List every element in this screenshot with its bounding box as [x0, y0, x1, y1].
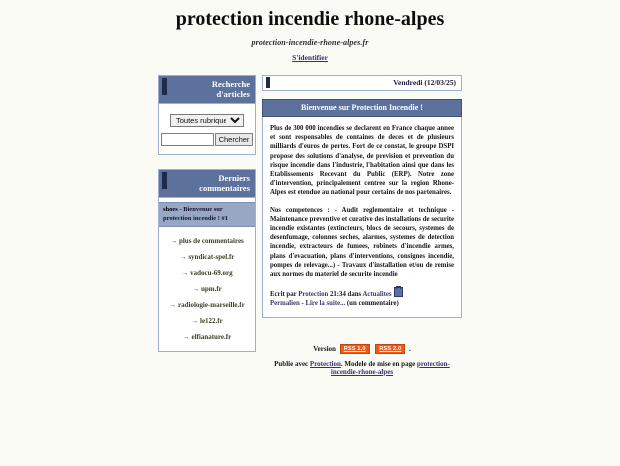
comments-heading-line1: Derniers	[218, 173, 250, 183]
masthead	[0, 0, 620, 65]
footer	[262, 344, 462, 376]
comments-heading-line2: commentaires	[199, 183, 250, 193]
search-body	[159, 104, 255, 148]
search-block	[158, 75, 256, 155]
published-with-label: Publie avec	[274, 359, 309, 368]
published-with-link[interactable]: Protection	[309, 359, 341, 368]
comments-block-heading	[159, 170, 255, 198]
sidebar-link-upm[interactable]: → upm.fr	[192, 285, 222, 293]
search-row	[165, 133, 249, 146]
comment-author: shoes	[163, 206, 178, 213]
search-block-heading	[159, 76, 255, 104]
rss-2-0-badge[interactable]: RSS 2.0	[375, 344, 405, 354]
meta-author-link[interactable]: Protection	[298, 291, 329, 299]
post-paragraph: Plus de 300 000 incendies se declarent en France chaque annee et sont responsables de containes de deces et de plusieurs milliards d'euros de pertes. Fort de ce constat, le groupe DSPI propose des solutions d'analyse, de prevision et prevention du risque incendie dans l'industrie, l'habitation ainsi que dans les Etablissements Recevant du Public (ERP). Notre zone d'intervention, principalement centree sur la region Rhone-Alpes est etendue au national pour certains de nos partenaires.	[270, 125, 454, 197]
footer-trailing-dot: .	[408, 344, 411, 353]
page-title: protection incendie rhone-alpes	[175, 8, 445, 30]
post-body	[262, 117, 462, 318]
comments-block	[158, 169, 256, 352]
meta-category-link[interactable]: Actualites	[362, 291, 392, 299]
footer-version-row	[262, 344, 462, 354]
rss-1-0-badge[interactable]: RSS 1.0	[340, 344, 370, 354]
site-subtitle: protection-incendie-rhone-alpes.fr	[251, 38, 369, 47]
sidebar-link-vadocu-69[interactable]: → vadocu-69.org	[181, 269, 233, 277]
search-input[interactable]	[161, 133, 214, 146]
search-heading-line2: d'articles	[216, 89, 250, 99]
comment-text: - Bienvenue sur protection incendie ! #1	[163, 206, 229, 222]
meta-comments-count: (un commentaire)	[346, 300, 399, 308]
meta-permalink-link[interactable]: Permalien	[270, 300, 300, 308]
date-tab-icon	[266, 77, 270, 88]
footer-credits-row	[262, 360, 462, 376]
search-button[interactable]: Chercher	[215, 133, 254, 146]
version-label: Version	[313, 344, 336, 353]
post-meta	[270, 287, 454, 308]
template-link[interactable]: protection-incendie-rhone-alpes	[330, 359, 450, 376]
comment-bubble-icon	[394, 287, 403, 297]
sidebar-links	[159, 227, 255, 345]
date-bar	[262, 75, 462, 91]
heading-tab-icon	[162, 172, 167, 189]
post-title: Bienvenue sur Protection Incendie !	[262, 99, 462, 117]
sidebar-link-le122[interactable]: → le122.fr	[191, 317, 223, 325]
meta-author-prefix: Ecrit par	[270, 291, 297, 299]
post	[262, 99, 462, 318]
sidebar-link-elfianature[interactable]: → elfianature.fr	[182, 333, 232, 341]
sidebar-link-radiologie-marseille[interactable]: → radiologie-marseille.fr	[169, 301, 245, 309]
meta-readmore-link[interactable]: Lire la suite...	[305, 300, 346, 308]
meta-separator: -	[301, 300, 304, 308]
list-item[interactable]	[159, 202, 255, 227]
main-columns	[0, 75, 620, 376]
main-content	[262, 75, 462, 376]
post-paragraph: Nos competences : - Audit reglementaire et technique - Maintenance preventive et curative des installations de securite incendie existantes (extincteurs, blocs de secours, systemes de desenfumage, colonnes seches, alarmes, systemes de detection incendie, extracteurs de fumees, robinets d'incendie armes, plans d'evacuation, plans d'interventions, consignes incendie, pompes de relevage...) - Travaux d'installation et/ou de remise aux normes du materiel de securite incendie	[270, 206, 454, 279]
sidebar-link-more-comments[interactable]: → plus de commentaires	[170, 237, 244, 245]
sidebar	[158, 75, 256, 366]
login-link[interactable]: S'identifier	[292, 53, 328, 62]
sidebar-link-syndicat-spel[interactable]: → syndicat-spel.fr	[179, 253, 235, 261]
category-select[interactable]	[170, 114, 244, 127]
search-heading-line1: Recherche	[211, 79, 250, 89]
heading-tab-icon	[162, 78, 167, 95]
meta-in-label: dans	[347, 291, 362, 299]
current-date: Vendredi (12/03/25)	[393, 78, 456, 87]
template-label: . Modele de mise en page	[340, 359, 416, 368]
meta-time: 21:34	[329, 291, 346, 299]
